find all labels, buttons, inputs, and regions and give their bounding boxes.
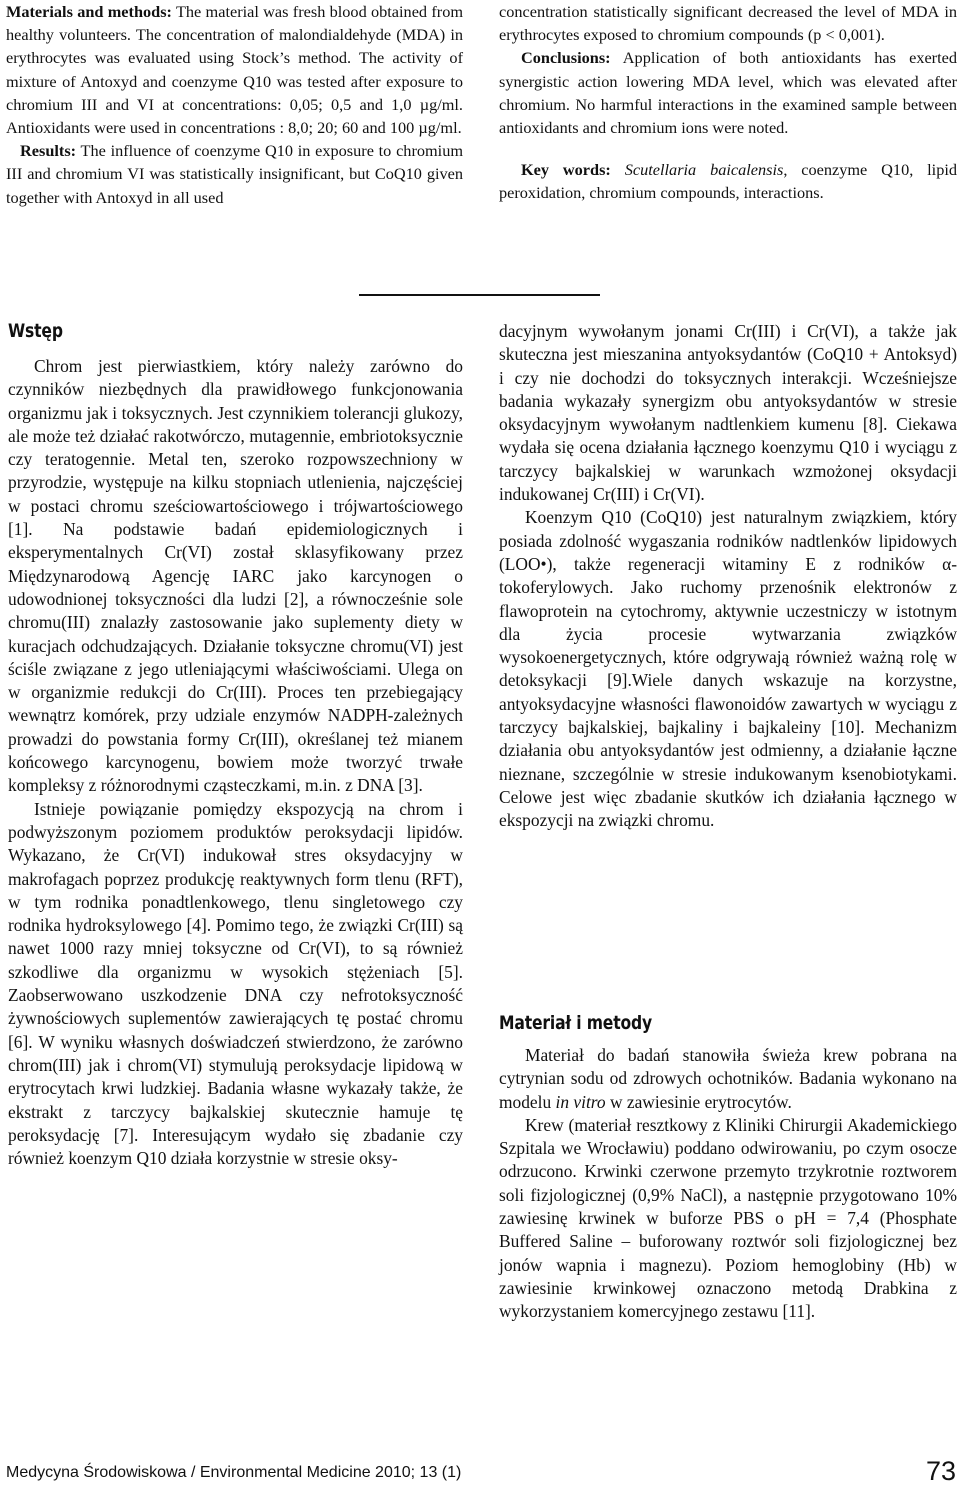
paragraph-intro-1: Chrom jest pierwiastkiem, który należy zarówno do czynników niezbędnych dla prawidłowego funkcjonowania organizmu jak i toksycznych. Jest czynnikiem tolerancji glukozy, ale może też działać rakotwórczo, mutagennie, embriotoksycznie czy teratogennie. Metal ten, szeroko rozpowszechniony w przyrodzie, występuje na kilku stopniach utlenienia, najczęściej w postaci chromu sześciowartościowego i trójwartościowego [1]. Na podstawie badań epidemiologicznych i eksperymentalnych Cr(VI) został sklasyfikowany przez Międzynarodową Agencję IARC jako karcynogen o udowodnionej toksyczności dla ludzi [2], a równocześnie sole chromu(III) znalazły zastosowanie jako suplementy diety w kuracjach odchudzających. Działanie toksyczne chromu(VI) jest ściśle związane z jego utleniającymi właściwościami. Ulega on w organizmie redukcji do Cr(III). Proces ten przebiegający wewnątrz komórek, przy udziale enzymów NADPH-zależnych prowadzi do powstania formy Cr(III), określanej też mianem końcowego karcynogenu, bowiem może tworzyć trwałe kompleksy z różnorodnymi cząsteczkami, m.in. z DNA [3]. [8, 356, 463, 796]
abstract-right-column [499, 0, 957, 205]
results-label: Results: [20, 141, 77, 161]
body-right-methods [499, 1044, 957, 1324]
abstract-left-column [6, 0, 463, 209]
footer-journal: Medycyna Środowiskowa / Environmental Medicine 2010; 13 (1) [6, 1464, 462, 1481]
conclusions-text: Application of both antioxidants has exerted synergistic action lowering MDA level, which was elevated after chromium. No harmful interactions in the examined sample between antioxidants and chromium ions were noted. [499, 48, 957, 138]
heading-materialy-i-metody: Materiał i metody [499, 1012, 653, 1034]
keywords-text: , coenzyme Q10, lipid peroxidation, chromium compounds, interactions. [499, 160, 958, 203]
paragraph-methods-1 [499, 1044, 957, 1114]
paragraph-right-1: dacyjnym wywołanym jonami Cr(III) i Cr(VI), a także jak skuteczna jest mieszanina antyoksydantów (CoQ10 + Antoksyd) i czy nie dochodzi do toksycznych interakcji. Wcześniejsze badania wykazały synergizm obu antyoksydantów w stresie oksydacyjnym wywołanym nadtlenkiem kumenu [8]. Ciekawa wydała się ocena działania łącznego koenzymu Q10 i wyciągu z tarczycy bajkalskiej w warunkach wzmożonej oksydacji indukowanej Cr(III) i Cr(VI). [499, 321, 957, 505]
paragraph-methods-2: Krew (materiał resztkowy z Kliniki Chirurgii Akademickiego Szpitala we Wrocławiu) poddano odwirowaniu, po czym osocze odrzucono. Krwinki czerwone przemyto trzykrotnie roztworem soli fizjologicznej (0,9% NaCl), a następnie przygotowano 10% zawiesinę krwinek w buforze PBS o pH = 7,4 (Phosphate Buffered Saline – buforowany roztwór soli fizjologicznej bez jonów wapnia i magnezu). Poziom hemoglobiny (Hb) w zawiesinie krwinkowej oznaczono metodą Drabkina z wykorzystaniem komercyjnego zestawu [11]. [499, 1114, 957, 1322]
abstract-conclusions [499, 46, 957, 139]
abstract-keywords [499, 158, 957, 204]
keywords-italic: Scutellaria baicalensis [624, 160, 784, 180]
methods-1-a: Materiał do badań stanowiła świeża krew pobrana na cytrynian sodu od zdrowych ochotników. Badania wykonano na modelu [499, 1045, 957, 1112]
materials-text: The material was fresh blood obtained from healthy volunteers. The concentration of malondialdehyde (MDA) in erythrocytes was evaluated using Stock’s method. The activity of mixture of Antoxyd and coenzyme Q10 was tested after exposure to chromium III and VI at concentrations: 0,05; 0,5 and 1,0 µg/ml. Antioxidants were used in concentrations : 8,0; 20; 60 and 100 µg/ml. [6, 2, 463, 138]
results-text: The influence of coenzyme Q10 in exposure to chromium III and chromium VI was statistically insignificant, but CoQ10 given together with Antoxyd in all used [6, 141, 463, 207]
heading-wstep: Wstęp [8, 320, 63, 342]
methods-1-b: w zawiesinie erytrocytów. [605, 1091, 792, 1112]
materials-label: Materials and methods: [6, 2, 172, 21]
abstract-materials-methods [6, 0, 463, 139]
body-left-column [8, 355, 463, 1170]
conclusions-label: Conclusions: [521, 48, 611, 68]
methods-1-italic: in vitro [555, 1091, 606, 1112]
keywords-label: Key words: [521, 160, 611, 180]
abstract-results [6, 139, 463, 209]
section-divider [359, 294, 600, 296]
paragraph-intro-2: Istnieje powiązanie pomiędzy ekspozycją na chrom i podwyższonym poziomem produktów peroksydacji lipidów. Wykazano, że Cr(VI) indukował stres oksydacyjny w makrofagach poprzez produkcję reaktywnych form tlenu (RFT), w tym rodnika ponadtlenkowego, tlenu singletowego czy rodnika hydroksylowego [4]. Pomimo tego, że związki Cr(III) są nawet 1000 razy mniej toksyczne od Cr(VI), to są również szkodliwe dla organizmu w wysokich stężeniach [5]. Zaobserwowano uszkodzenie DNA czy nefrotoksyczność żywnościowych suplementów zawierających tę postać chromu [6]. W wyniku własnych doświadczeń stwierdzono, że zarówno chrom(III) jak i chrom(VI) stymulują peroksydacje lipidową w erytrocytach krwi ludzkiej. Badania własne wykazały także, że ekstrakt z tarczycy bajkalskiej skutecznie hamuje tę peroksydację [7]. Interesującym wydało się zbadanie czy również koenzym Q10 działa korzystnie w stresie oksy- [8, 798, 463, 1169]
abstract-results-continued: concentration statistically significant decreased the level of MDA in erythrocytes exposed to chromium compounds (p < 0,001). [499, 2, 957, 45]
paragraph-right-2: Koenzym Q10 (CoQ10) jest naturalnym związkiem, który posiada zdolność wygaszania rodników nadtlenków lipidowych (LOO•), także regeneracji witaminy E z rodników α-tokoferylowych. Jako ruchomy przenośnik elektronów z flawoprotein na cytochromy, aktywnie uczestniczy w istotnym dla życia procesie wytwarzania związków wysokoenergetycznych, które odgrywają również ważną rolę w detoksykacji [9].Wiele danych wskazuje na korzystne, antyoksydacyjne własności flawonoidów zawartych w wyciągu z tarczycy bajkalskiej, bajkaliny i bajkaleiny [10]. Mechanizm działania obu antyoksydantów jest odmienny, a działanie łączne nieznane, szczególnie w stresie indukowanym ksenobiotykami. Celowe jest więc zbadanie skutków ich działania łącznego w ekspozycji na związki chromu. [499, 507, 957, 831]
body-right-column [499, 320, 957, 833]
page-number: 73 [925, 1456, 956, 1486]
